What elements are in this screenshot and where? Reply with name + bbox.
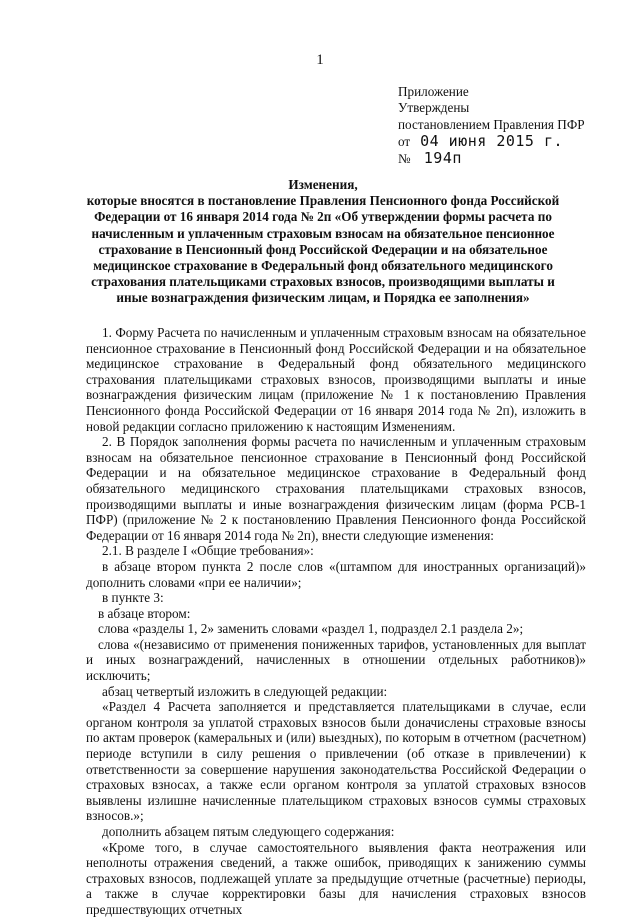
approval-number-row — [398, 150, 628, 167]
paragraph-stamp: в абзаце втором пункта 2 после слов «(штампом для иностранных организаций)» дополнить словами «при ее наличии»; — [86, 558, 586, 590]
approval-line-resolution: постановлением Правления ПФР — [398, 116, 585, 132]
approval-block — [398, 84, 628, 167]
approval-date-value: 04 июня 2015 г. — [420, 131, 564, 150]
approval-number-prefix: № — [398, 151, 411, 167]
document-body — [86, 325, 586, 918]
paragraph-2: 2. В Порядок заполнения формы расчета по начисленным и уплаченным страховым взносам на обязательное пенсионное страхование в Пенсионный фонд Российской Федерации и на обязательное медицинское страхование в Федеральный фонд обязательного медицинского страхования плательщиками страховых взносов, производящими выплаты и иные вознаграждения физическим лицам (форма РСВ-1 ПФР) (приложение № 2 к постановлению Правления Пенсионного фонда Российской Федерации от 16 января 2014 года № 2п), внести следующие изменения: — [86, 434, 586, 543]
approval-number-value: 194п — [423, 149, 462, 168]
paragraph-replace-sections: слова «разделы 1, 2» заменить словами «раздел 1, подраздел 2.1 раздела 2»; — [98, 621, 524, 637]
paragraph-2-1: 2.1. В разделе I «Общие требования»: — [102, 543, 314, 559]
paragraph-second-abzac: в абзаце втором: — [98, 605, 191, 621]
title-heading: Изменения, — [288, 177, 358, 192]
approval-line-approved: Утверждены — [398, 100, 470, 116]
approval-date-prefix: от — [398, 133, 411, 149]
paragraph-exclude-words: слова «(независимо от применения пониженных тарифов, установленных для выплат и иных вознаграждений, начисленных в отношении отдельных работников)» исключить; — [86, 636, 586, 684]
approval-line-appendix: Приложение — [398, 84, 469, 99]
paragraph-1: 1. Форму Расчета по начисленным и уплаченным страховым взносам на обязательное пенсионное страхование в Пенсионный фонд Российской Федерации и на обязательное медицинское страхование в Федеральный фонд обязательного медицинского страхования плательщиками страховых взносов, производящими выплаты и иные вознаграждения физическим лицам (приложение № 1 к постановлению Правления Пенсионного фонда Российской Федерации от 16 января 2014 года № 2п), изложить в новой редакции согласно приложению к настоящим Изменениям. — [86, 325, 586, 434]
approval-date-row — [398, 133, 628, 150]
title-subtitle: которые вносятся в постановление Правления Пенсионного фонда Российской Федерации от 16 января 2014 года № 2п «Об утверждении формы расчета по начисленным и уплаченным страховым взносам на обязательное пенсионное страхование в Пенсионный фонд Российской Федерации и на обязательное медицинское страхование в Федеральный фонд обязательного медицинского страхования плательщиками страховых взносов, производящими выплаты и иные вознаграждения физическим лицам, и Порядка ее заполнения» — [86, 193, 560, 306]
page-number: 1 — [316, 52, 324, 68]
paragraph-add-fifth: дополнить абзацем пятым следующего содержания: — [102, 824, 395, 839]
document-title — [86, 177, 560, 307]
paragraph-fourth-abzac: абзац четвертый изложить в следующей редакции: — [102, 683, 388, 699]
paragraph-item-3: в пункте 3: — [102, 590, 164, 606]
paragraph-section-4: «Раздел 4 Расчета заполняется и представляется плательщиками в случае, если органом контроля за уплатой страховых взносов были доначислены страховые взносы по актам проверок (камеральных и (или) выездных), по которым в отчетном (расчетном) периоде вступили в силу решения о привлечении (об отказе в привлечении) к ответственности за совершение нарушения законодательства Российской Федерации о страховых взносах, а также если органом контроля за уплатой страховых взносов выявлены излишне начисленные плательщиком страховых взносов суммы страховых взносов.»; — [86, 699, 586, 824]
paragraph-self-detection: «Кроме того, в случае самостоятельного выявления факта неотражения или неполноты отражения сведений, а также ошибок, приводящих к занижению суммы страховых взносов, подлежащей уплате за предыдущие отчетные (расчетные) периоды, а также в случае корректировки базы для начисления страховых взносов предшествующих отчетных — [86, 839, 586, 917]
